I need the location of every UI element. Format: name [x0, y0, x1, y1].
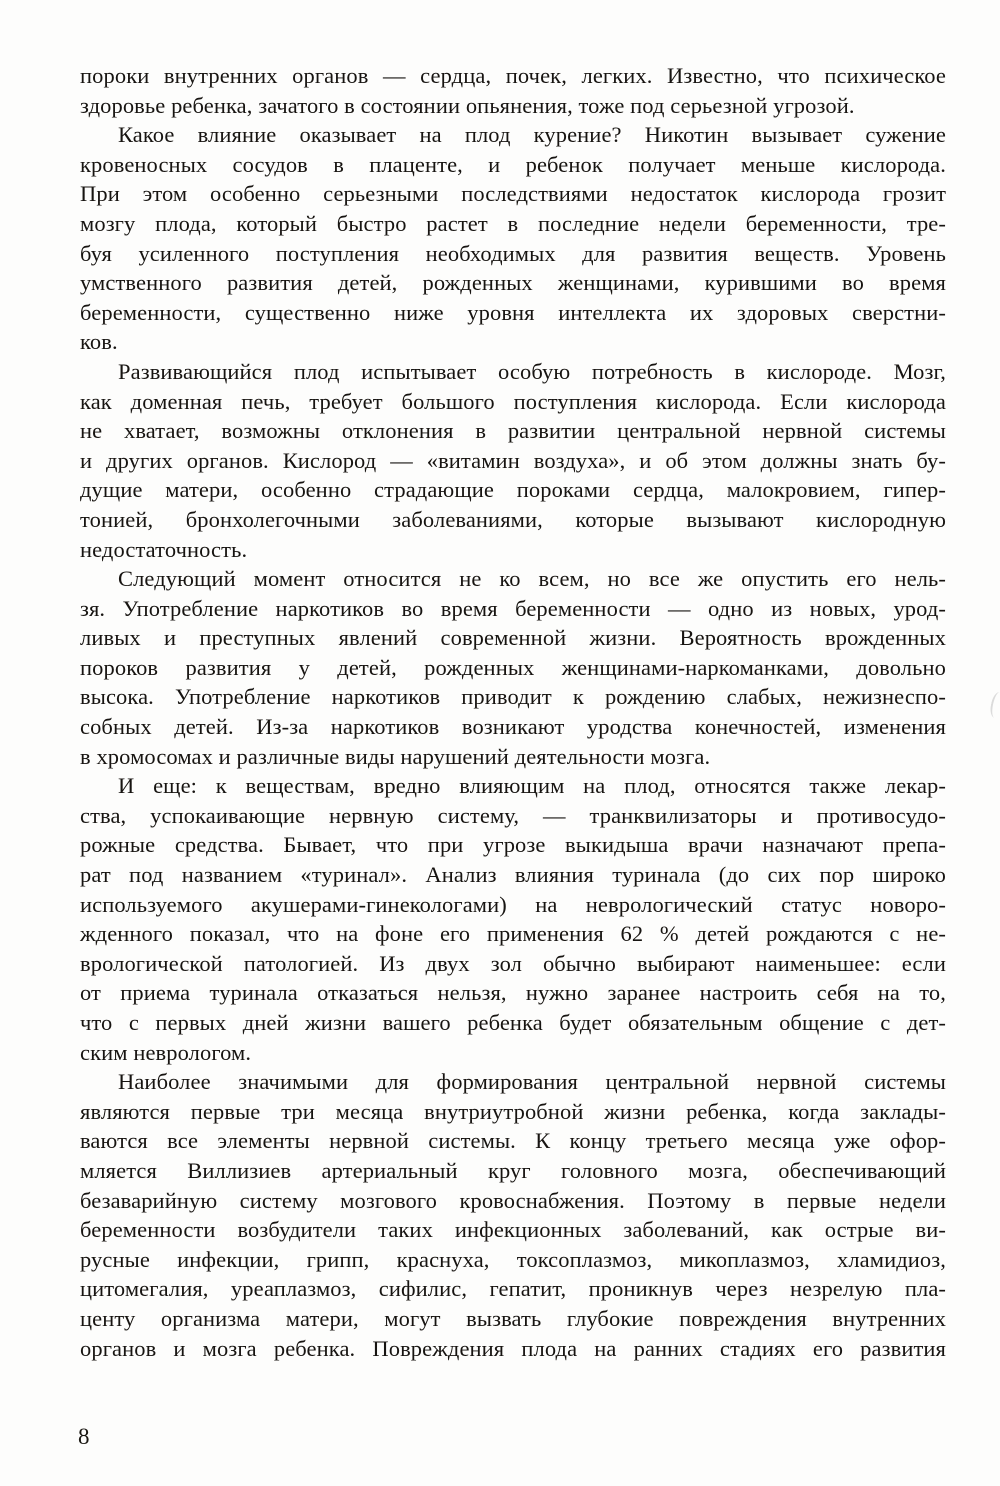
- text-line: мозгу плода, который быстро растет в последние недели беременности, тре-: [80, 210, 946, 236]
- text-line: зя. Употребление наркотиков во время беременности — одно из новых, урод-: [80, 595, 946, 621]
- text-line: собных детей. Из-за наркотиков возникают уродства конечностей, изменения: [80, 714, 946, 740]
- text-line: рожные средства. Бывает, что при угрозе выкидыша врачи назначают препа-: [80, 832, 946, 858]
- text-line: мляется Виллизиев артериальный круг головного мозга, обеспечивающий: [80, 1157, 946, 1183]
- text-line: Развивающийся плод испытывает особую потребность в кислороде. Мозг,: [118, 358, 946, 384]
- text-line: Какое влияние оказывает на плод курение? Никотин вызывает сужение: [118, 122, 946, 148]
- text-line: как доменная печь, требует большого поступления кислорода. Если кислорода: [80, 388, 946, 414]
- text-line: цитомегалия, уреаплазмоз, сифилис, гепатит, проникнув через незрелую пла-: [80, 1276, 946, 1302]
- text-line: ства, успокаивающие нервную систему, — транквилизаторы и противосудо-: [80, 802, 946, 828]
- text-line: ков.: [80, 329, 118, 355]
- text-line: в хромосомах и различные виды нарушений деятельности мозга.: [80, 743, 711, 769]
- text-line: тонией, бронхолегочными заболеваниями, которые вызывают кислородную: [80, 506, 946, 532]
- text-line: используемого акушерами-гинекологами) на неврологический статус новоро-: [80, 891, 946, 917]
- text-line: и других органов. Кислород — «витамин воздуха», и об этом должны знать бу-: [80, 447, 946, 473]
- text-line: от приема туринала отказаться нельзя, нужно заранее настроить себя на то,: [80, 980, 946, 1006]
- text-line: ским неврологом.: [80, 1039, 252, 1065]
- text-line: центу организма матери, могут вызвать глубокие повреждения внутренних: [80, 1305, 946, 1331]
- text-line: Наиболее значимыми для формирования центральной нервной системы: [118, 1069, 946, 1095]
- text-line: русные инфекции, грипп, краснуха, токсоплазмоз, микоплазмоз, хламидиоз,: [80, 1246, 946, 1272]
- text-line: И еще: к веществам, вредно влияющим на плод, относятся также лекар-: [118, 773, 946, 799]
- text-line: высока. Употребление наркотиков приводит к рождению слабых, нежизнеспо-: [80, 684, 946, 710]
- text-line: беременности, существенно ниже уровня интеллекта их здоровых сверстни-: [80, 299, 946, 325]
- text-line: пороки внутренних органов — сердца, почек, легких. Известно, что психическое: [80, 63, 946, 88]
- text-line: пороков развития у детей, рожденных женщинами-наркоманками, довольно: [80, 654, 946, 680]
- text-line: ливых и преступных явлений современной жизни. Вероятность врожденных: [80, 625, 946, 651]
- text-line: что с первых дней жизни вашего ребенка будет обязательным общение с дет-: [80, 1010, 946, 1035]
- page-number: 8: [78, 1424, 90, 1449]
- text-line: беременности возбудители таких инфекционных заболеваний, как острые ви-: [80, 1217, 946, 1243]
- text-line: жденного показал, что на фоне его применения 62 % детей рождаются с не-: [80, 921, 946, 947]
- text-line: ваются все элементы нервной системы. К концу третьего месяца уже офор-: [80, 1128, 946, 1154]
- text-line: Следующий момент относится не ко всем, но все же опустить его нель-: [118, 566, 946, 592]
- text-line: не хватает, возможны отклонения в развитии центральной нервной системы: [80, 418, 946, 444]
- text-line: дущие матери, особенно страдающие пороками сердца, малокровием, гипер-: [80, 477, 946, 503]
- text-line: рат под названием «туринал». Анализ влияния туринала (до сих пор широко: [80, 862, 946, 888]
- text-line: органов и мозга ребенка. Повреждения плода на ранних стадиях его развития: [80, 1335, 946, 1361]
- text-line: умственного развития детей, рожденных женщинами, курившими во время: [80, 270, 946, 296]
- text-line: недостаточность.: [80, 536, 248, 562]
- text-line: При этом особенно серьезными последствиями недостаток кислорода грозит: [80, 181, 946, 207]
- text-line: кровеносных сосудов в плаценте, и ребенок получает меньше кислорода.: [80, 151, 946, 177]
- text-line: являются первые три месяца внутриутробной жизни ребенка, когда заклады-: [80, 1098, 946, 1124]
- page-text: [80, 61, 946, 1363]
- text-line: буя усиленного поступления необходимых для развития веществ. Уровень: [80, 240, 946, 266]
- text-line: врологической патологией. Из двух зол обычно выбирают наименьшее: если: [80, 950, 946, 976]
- text-line: здоровье ребенка, зачатого в состоянии опьянения, тоже под серьезной угрозой.: [80, 92, 855, 118]
- scan-artifact: [988, 691, 1000, 719]
- text-line: безаварийную систему мозгового кровоснабжения. Поэтому в первые недели: [80, 1187, 946, 1213]
